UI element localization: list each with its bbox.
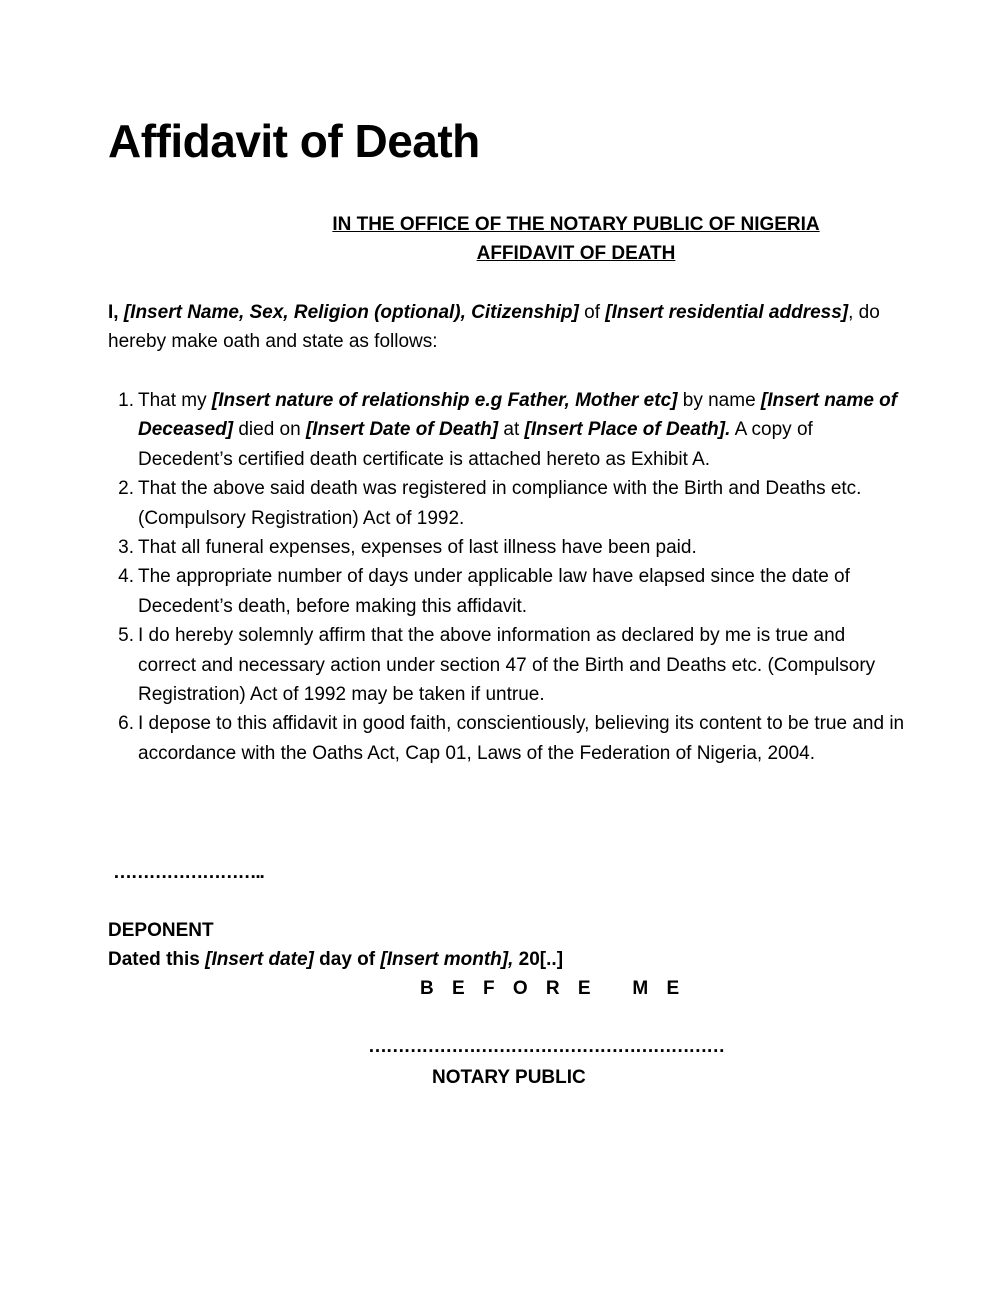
clause-text: That all funeral expenses, expenses of last illness have been paid. — [138, 537, 697, 559]
dated-prefix: Dated this — [108, 949, 206, 970]
intro-comma: , — [848, 302, 854, 323]
clause-item — [118, 562, 908, 621]
clause-text: A copy of Decedent’s certified death certificate is attached hereto as Exhibit A. — [138, 419, 813, 470]
notary-signature-line: …………………………………………………… — [368, 1036, 725, 1057]
clause-text: by name — [677, 390, 761, 411]
clause-text: died on — [233, 419, 306, 441]
affidavit-heading: AFFIDAVIT OF DEATH — [476, 243, 676, 264]
clause-list — [108, 386, 908, 768]
deponent-signature-line: …………………….. — [113, 862, 264, 883]
clause-item — [118, 621, 908, 709]
clause-number: 6. — [118, 713, 134, 735]
name-placeholder: [Insert Name, Sex, Religion (optional), Citizenship] — [123, 302, 579, 323]
clause-number: 4. — [118, 566, 134, 588]
office-heading: IN THE OFFICE OF THE NOTARY PUBLIC OF NIGERIA — [332, 214, 820, 235]
clause-number: 3. — [118, 537, 134, 559]
before-me-label: B E F O R E M E — [420, 978, 686, 999]
address-placeholder: [Insert residential address] — [605, 302, 849, 323]
clause-text: That my — [138, 390, 212, 411]
dated-year: 20[..] — [513, 949, 564, 970]
clause-item — [118, 533, 908, 562]
clause-number: 1. — [118, 390, 134, 411]
notary-public-label: NOTARY PUBLIC — [432, 1067, 586, 1088]
relationship-placeholder: [Insert nature of relationship e.g Father, Mother etc] — [211, 390, 678, 411]
clause-text: at — [498, 419, 525, 441]
clause-text: I depose to this affidavit in good faith, conscientiously, believing its content to be true and in accordance with the Oaths Act, Cap 01, Laws of the Federation of Nigeria, 2004. — [138, 713, 905, 764]
month-placeholder: [Insert month], — [380, 949, 514, 970]
death-place-placeholder: [Insert Place of Death]. — [524, 419, 731, 441]
deceased-name-placeholder: [Insert name of Deceased] — [138, 390, 898, 441]
clause-text: I do hereby solemnly affirm that the above information as declared by me is true and correct and necessary action under section 47 of the Birth and Deaths etc. (Compulsory Registration) Act of 1992 may be taken if untrue. — [138, 625, 876, 706]
intro-prefix: I, — [108, 302, 124, 323]
clause-number: 5. — [118, 625, 134, 647]
intro-paragraph — [108, 298, 908, 357]
intro-of: of — [578, 302, 606, 323]
dated-line — [108, 945, 563, 974]
deponent-label: DEPONENT — [108, 920, 214, 941]
clause-item — [118, 709, 908, 768]
dated-middle: day of — [313, 949, 381, 970]
clause-item — [118, 386, 908, 474]
clause-number: 2. — [118, 478, 134, 500]
date-placeholder: [Insert date] — [205, 949, 314, 970]
clause-text: The appropriate number of days under applicable law have elapsed since the date of Decedent’s death, before making this affidavit. — [138, 566, 850, 617]
clause-text: That the above said death was registered in compliance with the Birth and Deaths etc. (Compulsory Registration) Act of 1992. — [138, 478, 862, 529]
death-date-placeholder: [Insert Date of Death] — [305, 419, 499, 441]
page-title: Affidavit of Death — [108, 115, 480, 167]
clause-item — [118, 474, 908, 533]
intro-suffix: do hereby make oath and state as follows: — [108, 302, 880, 353]
